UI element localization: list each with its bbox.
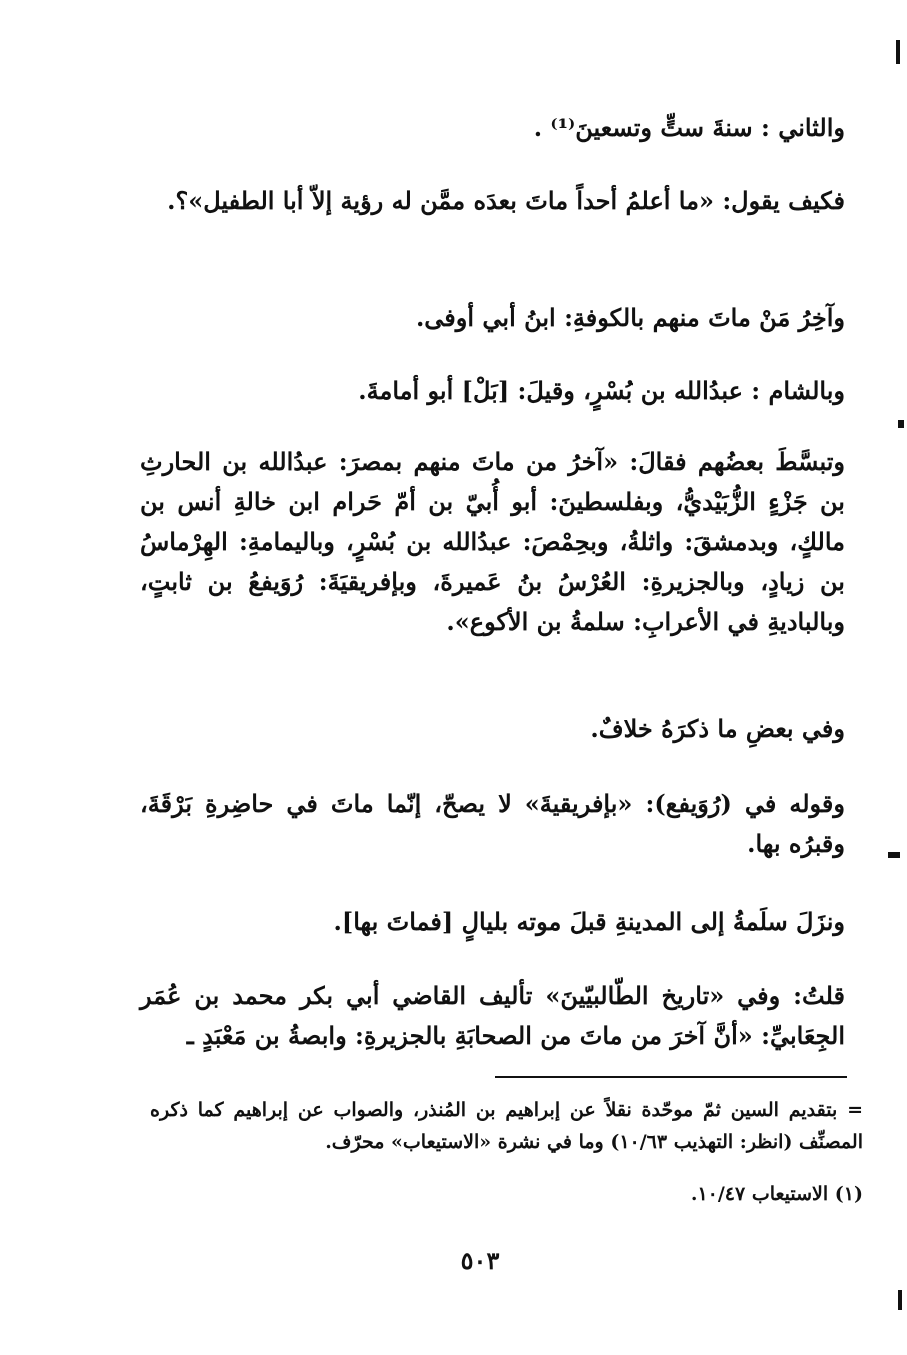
footnote-separator bbox=[495, 1076, 847, 1078]
paragraph-6: وفي بعضِ ما ذكرَهُ خلافٌ. bbox=[590, 714, 845, 743]
paragraph-5: وتبسَّطَ بعضُهم فقالَ: «آخرُ من ماتَ منهم بمصرَ: عبدُالله بن الحارثِ بن جَزْءٍ الزُّبَيْديُّ، وبفلسطينَ: أبو أُبيّ بن أمّ حَرام ابن خالةِ أنس بن مالكٍ، وبدمشقَ: واثلةُ، وبحِمْصَ: عبدُالله بن بُسْرٍ، وباليمامةِ: الهِرْماسُ بن زيادٍ، وبالجزيرةِ: العُرْسُ بنُ عَميرةَ، وبإفريقيَةَ: رُوَيفعُ بن ثابتٍ، وبالباديةِ في الأعرابِ: سلمةُ بن الأكوع». bbox=[140, 447, 845, 636]
paragraph-2: فكيف يقول: «ما أعلمُ أحداً ماتَ بعدَه ممَّن له رؤية إلاّ أبا الطفيل»؟. bbox=[167, 186, 845, 215]
paragraph-1: والثاني : سنةَ ستٍّ وتسعينَ⁽¹⁾ . bbox=[533, 113, 845, 142]
paragraph-3: وآخِرُ مَنْ ماتَ منهم بالكوفةِ: ابنُ أبي أوفى. bbox=[415, 303, 845, 332]
page-number: ٥٠٣ bbox=[460, 1246, 500, 1275]
paragraph-7: وقوله في (رُوَيفع): «بإفريقيةَ» لا يصحّ، إنّما ماتَ في حاضِرةِ بَرْقَةَ، وقبرُه بها. bbox=[140, 789, 845, 858]
paragraph-8: ونزَلَ سلَمةُ إلى المدينةِ قبلَ موته بليالٍ [فماتَ بها]. bbox=[333, 907, 845, 936]
scan-edge-mark-top bbox=[896, 40, 900, 64]
footnote-1: (١) الاستيعاب ١٠/٤٧. bbox=[690, 1183, 863, 1205]
paragraph-4: وبالشام : عبدُالله بن بُسْرٍ، وقيلَ: [بَلْ] أبو أمامةَ. bbox=[358, 376, 845, 405]
scan-edge-mark-middle bbox=[898, 420, 904, 428]
scan-edge-mark-bottom bbox=[898, 1290, 902, 1310]
scan-edge-mark-lower bbox=[888, 852, 900, 858]
paragraph-9: قلتُ: وفي «تاريخ الطّالبيّينَ» تأليف القاضي أبي بكر محمد بن عُمَر الجِعَابيِّ: «أنَّ آخرَ من ماتَ من الصحابَةِ بالجزيرةِ: وابصةُ بن مَعْبَدٍ ـ bbox=[140, 981, 845, 1050]
footnote-continuation: = بتقديم السين ثمّ موحّدة نقلاً عن إبراهيم بن المُنذر، والصواب عن إبراهيم كما ذكره المصنِّف (انظر: التهذيب ١٠/٦٣) وما في نشرة «الاستيعاب» محرّف. bbox=[150, 1099, 863, 1153]
